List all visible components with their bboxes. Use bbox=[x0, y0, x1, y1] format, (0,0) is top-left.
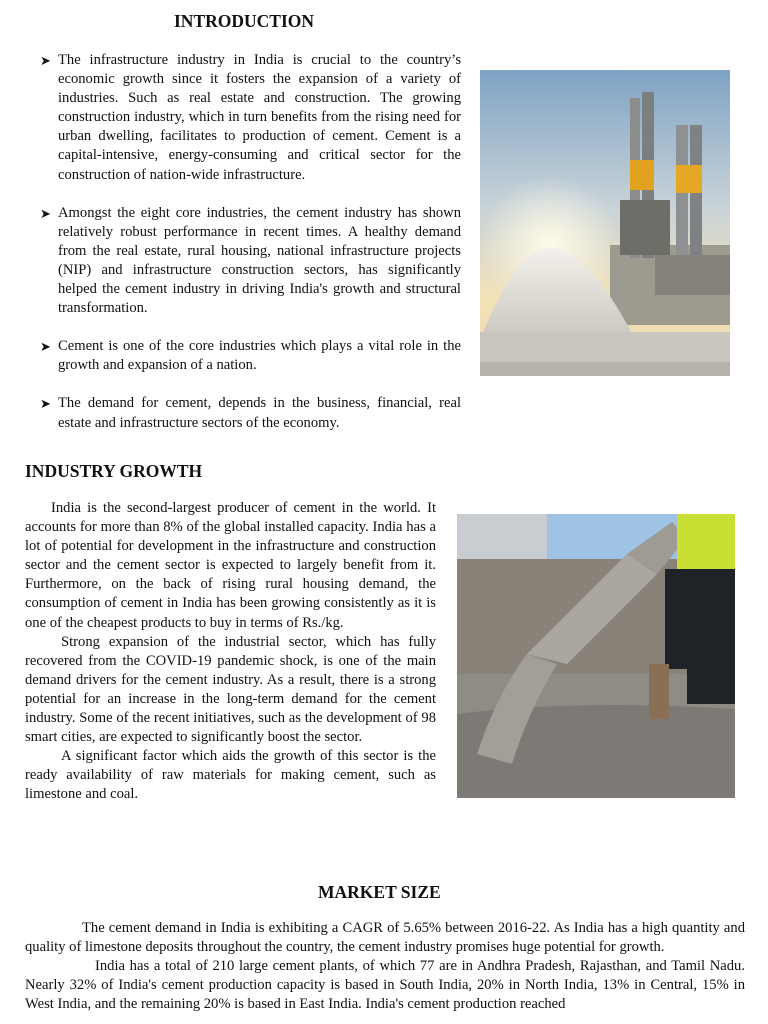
market-size-body bbox=[25, 919, 745, 1014]
arrowhead-bullet-icon: ➤ bbox=[40, 396, 51, 412]
list-item bbox=[40, 51, 461, 185]
market-paragraph-1: The cement demand in India is exhibiting a CAGR of 5.65% between 2016-22. As India has a high quantity and quality of limestone deposits throughout the country, the cement industry promises huge potential for growth. bbox=[25, 920, 745, 956]
list-item bbox=[40, 394, 461, 432]
growth-paragraph-1: India is the second-largest producer of cement in the world. It accounts for more than 8% of the global installed capacity. India has a lot of potential for development in the infrastructure and construction sector and the cement sector is expected to largely benefit from it. Furthermore, on the back of rising rural housing demand, the consumption of cement in India has been growing consistently as it is one of the cheapest products to buy in terms of Rs./kg. bbox=[25, 500, 436, 631]
cement-plant-photo bbox=[480, 70, 730, 376]
market-size-heading: MARKET SIZE bbox=[318, 882, 441, 902]
list-item bbox=[40, 204, 461, 319]
market-paragraph-2: India has a total of 210 large cement plants, of which 77 are in Andhra Pradesh, Rajasthan, and Tamil Nadu. Nearly 32% of India's cement production capacity is based in South India, 20% in North India, 13% in Central, 15% in West India, and the remaining 20% is based in East India. India's cement production reached bbox=[25, 958, 745, 1013]
arrowhead-bullet-icon: ➤ bbox=[40, 339, 51, 355]
bullet-text: The demand for cement, depends in the business, financial, real estate and infrastructure sectors of the economy. bbox=[58, 395, 461, 431]
growth-paragraph-2: Strong expansion of the industrial sector, which has fully recovered from the COVID-19 pandemic shock, is one of the main demand drivers for the cement industry. As a result, there is a strong potential for an increase in the long-term demand for the cement industry. Some of the recent initiatives, such as the development of 98 smart cities, are expected to significantly boost the sector. bbox=[25, 633, 436, 746]
arrowhead-bullet-icon: ➤ bbox=[40, 205, 51, 221]
introduction-bullet-list bbox=[40, 51, 461, 452]
concrete-pouring-photo bbox=[457, 514, 735, 798]
bullet-text: The infrastructure industry in India is crucial to the country’s economic growth since it fosters the expansion of a variety of industries. Such as real estate and construction. The growing construction industry, which in turn benefits from the rising need for urban dwelling, facilitates to production of cement. Cement is a capital-intensive, energy-consuming and critical sector for the construction of nation-wide infrastructure. bbox=[58, 52, 461, 183]
industry-growth-heading: INDUSTRY GROWTH bbox=[25, 461, 203, 481]
growth-paragraph-3: A significant factor which aids the growth of this sector is the ready availability of raw materials for making cement, such as limestone and coal. bbox=[25, 748, 436, 803]
list-item bbox=[40, 337, 461, 375]
industry-growth-body bbox=[25, 499, 436, 805]
bullet-text: Cement is one of the core industries which plays a vital role in the growth and expansion of a nation. bbox=[58, 338, 461, 374]
introduction-heading: INTRODUCTION bbox=[174, 11, 315, 31]
arrowhead-bullet-icon: ➤ bbox=[40, 53, 51, 68]
bullet-text: Amongst the eight core industries, the cement industry has shown relatively robust performance in recent times. A healthy demand from the real estate, rural housing, national infrastructure projects (NIP) and infrastructure construction sectors, has significantly helped the cement industry in driving India's growth and structural transformation. bbox=[58, 204, 461, 317]
